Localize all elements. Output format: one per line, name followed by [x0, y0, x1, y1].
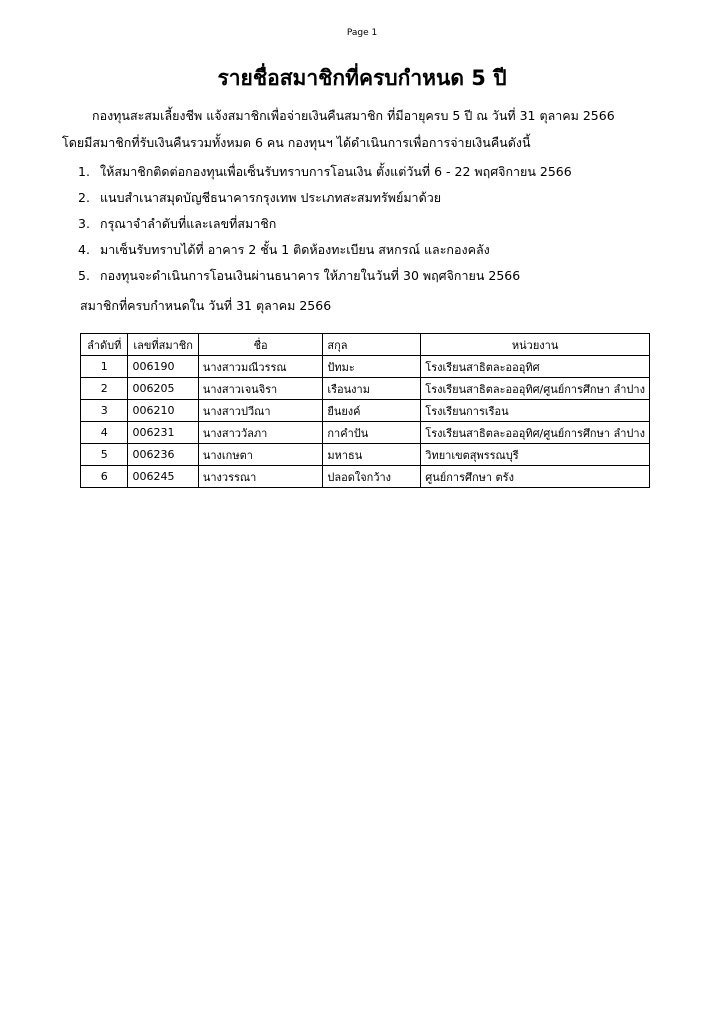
cell-last-name: ยืนยงค์: [323, 400, 421, 422]
instruction-text: กองทุนจะดำเนินการโอนเงินผ่านธนาคาร ให้ภายในวันที่ 30 พฤศจิกายน 2566: [100, 268, 521, 283]
instruction-text: ให้สมาชิกติดต่อกองทุนเพื่อเซ็นรับทราบการโอนเงิน ตั้งแต่วันที่ 6 - 22 พฤศจิกายน 2566: [100, 164, 572, 179]
members-table: [80, 333, 650, 488]
table-header-row: [81, 334, 650, 356]
instruction-number: 5.: [78, 268, 90, 283]
cell-member-id: 006205: [128, 378, 198, 400]
instruction-item: [78, 160, 572, 186]
instruction-number: 1.: [78, 164, 90, 179]
instruction-text: แนบสำเนาสมุดบัญชีธนาคารกรุงเทพ ประเภทสะสมทรัพย์มาด้วย: [100, 190, 442, 205]
column-header-department: หน่วยงาน: [421, 334, 650, 356]
cell-last-name: เรือนงาม: [323, 378, 421, 400]
instruction-number: 2.: [78, 190, 90, 205]
intro-paragraph-line-1: กองทุนสะสมเลี้ยงชีพ แจ้งสมาชิกเพื่อจ่ายเงินคืนสมาชิก ที่มีอายุครบ 5 ปี ณ วันที่ 31 ตุลาคม 2566: [92, 108, 615, 123]
table-row: [81, 466, 650, 488]
page-number-label: Page 1: [346, 28, 378, 38]
cell-first-name: นางสาวปวีณา: [198, 400, 323, 422]
instruction-list: [78, 160, 572, 290]
cell-order: 4: [81, 422, 128, 444]
cell-first-name: นางสาววัลภา: [198, 422, 323, 444]
table-row: [81, 422, 650, 444]
cell-last-name: ปลอดใจกว้าง: [323, 466, 421, 488]
table-row: [81, 400, 650, 422]
instruction-number: 4.: [78, 242, 90, 257]
table-heading: สมาชิกที่ครบกำหนดใน วันที่ 31 ตุลาคม 2566: [80, 298, 332, 313]
cell-order: 1: [81, 356, 128, 378]
cell-last-name: มหาธน: [323, 444, 421, 466]
cell-first-name: นางสาวเจนจิรา: [198, 378, 323, 400]
cell-department: วิทยาเขตสุพรรณบุรี: [421, 444, 650, 466]
cell-first-name: นางเกษตา: [198, 444, 323, 466]
cell-department: โรงเรียนสาธิตละอออุทิศ: [421, 356, 650, 378]
table-row: [81, 378, 650, 400]
cell-last-name: กาคำปัน: [323, 422, 421, 444]
instruction-item: [78, 212, 572, 238]
column-header-last-name: สกุล: [323, 334, 421, 356]
cell-member-id: 006245: [128, 466, 198, 488]
cell-member-id: 006231: [128, 422, 198, 444]
cell-member-id: 006236: [128, 444, 198, 466]
cell-member-id: 006210: [128, 400, 198, 422]
cell-department: โรงเรียนสาธิตละอออุทิศ/ศูนย์การศึกษา ลำปาง: [421, 422, 650, 444]
instruction-item: [78, 186, 572, 212]
document-title: รายชื่อสมาชิกที่ครบกำหนด 5 ปี: [217, 66, 507, 90]
cell-order: 5: [81, 444, 128, 466]
cell-order: 3: [81, 400, 128, 422]
cell-department: โรงเรียนสาธิตละอออุทิศ/ศูนย์การศึกษา ลำปาง: [421, 378, 650, 400]
column-header-first-name: ชื่อ: [198, 334, 323, 356]
instruction-text: มาเซ็นรับทราบได้ที่ อาคาร 2 ชั้น 1 ติดห้องทะเบียน สหกรณ์ และกองคลัง: [100, 242, 490, 257]
intro-paragraph-line-2: โดยมีสมาชิกที่รับเงินคืนรวมทั้งหมด 6 คน กองทุนฯ ได้ดำเนินการเพื่อการจ่ายเงินคืนดังนี้: [62, 135, 531, 150]
instruction-number: 3.: [78, 216, 90, 231]
cell-order: 6: [81, 466, 128, 488]
cell-department: ศูนย์การศึกษา ตรัง: [421, 466, 650, 488]
column-header-order: ลำดับที่: [81, 334, 128, 356]
column-header-member-id: เลขที่สมาชิก: [128, 334, 198, 356]
table-row: [81, 444, 650, 466]
cell-first-name: นางวรรณา: [198, 466, 323, 488]
cell-member-id: 006190: [128, 356, 198, 378]
table-row: [81, 356, 650, 378]
cell-first-name: นางสาวมณีวรรณ: [198, 356, 323, 378]
instruction-item: [78, 264, 572, 290]
cell-order: 2: [81, 378, 128, 400]
cell-department: โรงเรียนการเรือน: [421, 400, 650, 422]
instruction-text: กรุณาจำลำดับที่และเลขที่สมาชิก: [100, 216, 277, 231]
instruction-item: [78, 238, 572, 264]
cell-last-name: ปัทมะ: [323, 356, 421, 378]
